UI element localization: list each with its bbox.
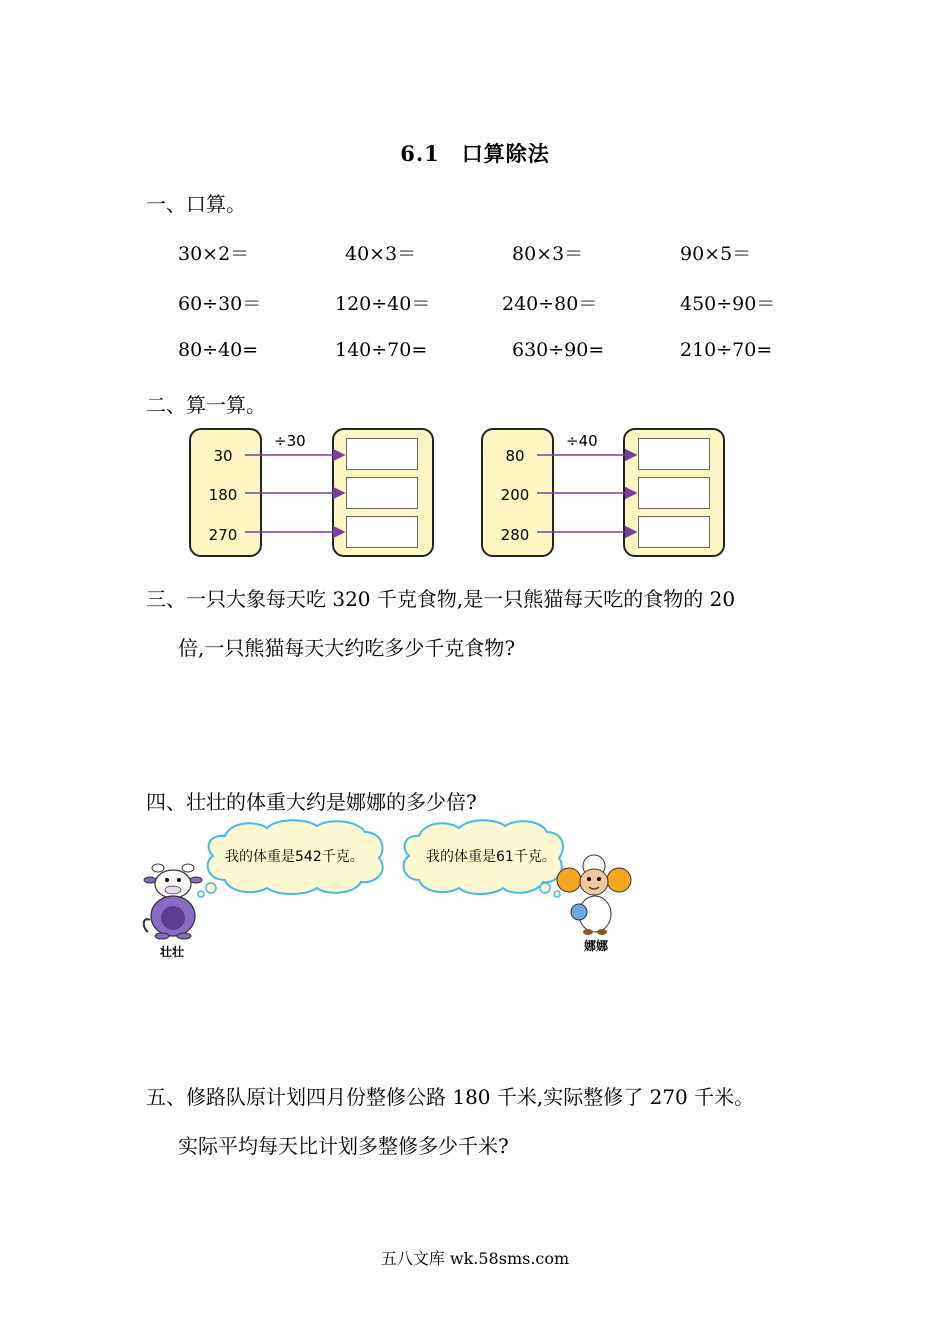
- operation-label: ÷40: [566, 432, 598, 450]
- equation: 120÷40＝: [335, 293, 431, 315]
- equation: 140÷70=: [335, 339, 428, 361]
- section2-heading: 二、算一算。: [146, 393, 266, 417]
- equation: 80÷40=: [178, 339, 259, 361]
- question3-line2: 倍,一只熊猫每天大约吃多少千克食物?: [178, 636, 516, 660]
- speech-text-right: 我的体重是61千克。: [426, 849, 556, 865]
- input-value: 180: [208, 486, 238, 504]
- equation: 240÷80＝: [502, 293, 598, 315]
- cow-character-illustration: [140, 858, 210, 943]
- character-name-left: 壮壮: [160, 945, 185, 959]
- equation: 60÷30＝: [178, 293, 262, 315]
- equation: 80×3＝: [512, 243, 584, 265]
- section1-heading: 一、口算。: [146, 192, 246, 216]
- equation: 30×2＝: [178, 243, 250, 265]
- input-value: 200: [500, 486, 530, 504]
- mapping-arrows: [0, 0, 950, 600]
- input-value: 80: [505, 447, 525, 465]
- input-value: 280: [500, 526, 530, 544]
- input-value: 270: [208, 526, 238, 544]
- equation: 450÷90＝: [680, 293, 776, 315]
- operation-label: ÷30: [274, 432, 306, 450]
- equation: 90×5＝: [680, 243, 752, 265]
- speech-text-left: 我的体重是542千克。: [225, 849, 364, 865]
- footer-watermark: 五八文库 wk.58sms.com: [380, 1249, 570, 1268]
- equation: 630÷90=: [512, 339, 605, 361]
- page-title: 6.1 口算除法: [400, 141, 550, 166]
- input-value: 30: [213, 447, 233, 465]
- equation: 210÷70=: [680, 339, 773, 361]
- question3-line1: 三、一只大象每天吃 320 千克食物,是一只熊猫每天吃的食物的 20: [146, 587, 736, 611]
- character-name-right: 娜娜: [584, 939, 609, 953]
- equation: 40×3＝: [345, 243, 417, 265]
- question5-line1: 五、修路队原计划四月份整修公路 180 千米,实际整修了 270 千米。: [146, 1085, 755, 1109]
- section4-heading: 四、壮壮的体重大约是娜娜的多少倍?: [146, 790, 477, 814]
- sheep-character-illustration: [555, 852, 635, 937]
- question5-line2: 实际平均每天比计划多整修多少千米?: [178, 1134, 509, 1158]
